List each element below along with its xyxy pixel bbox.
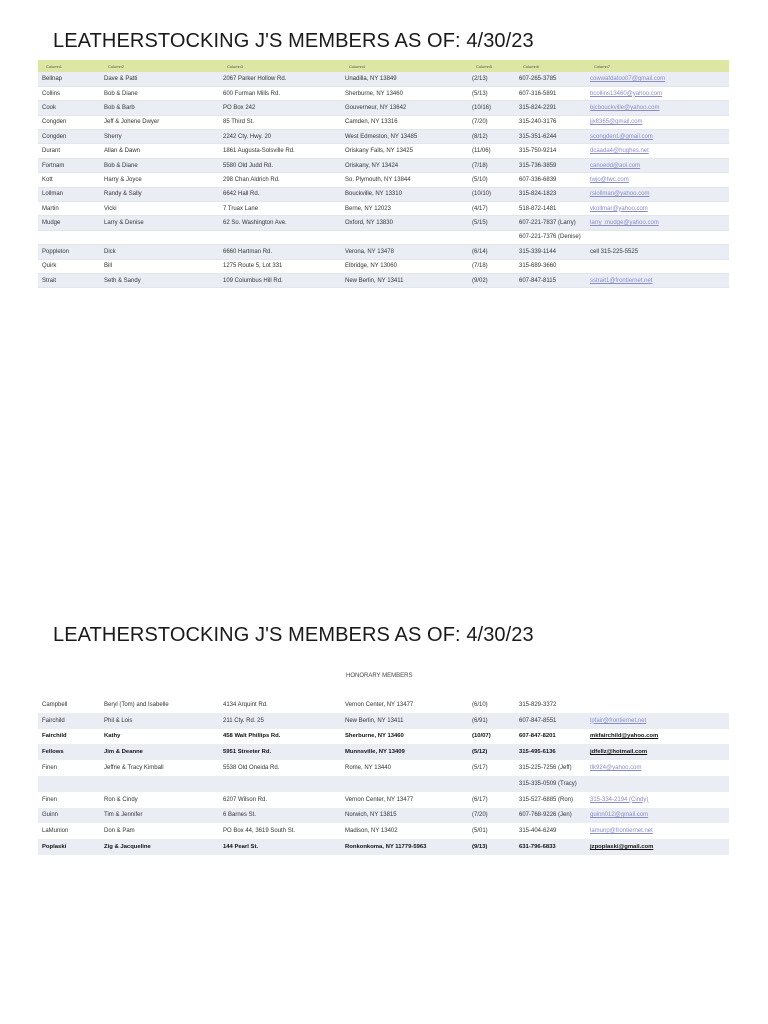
phone-cell: 315-495-6136 <box>519 749 556 756</box>
table-row <box>38 216 729 230</box>
phone-cell: 315-824-1823 <box>519 191 557 198</box>
city-cell: Gouverneur, NY 13642 <box>345 104 407 111</box>
last-name-cell: Durant <box>42 148 61 155</box>
last-name-cell <box>38 776 100 792</box>
table-row <box>38 173 729 187</box>
phone-cell: 607-768-9226 (Jen) <box>519 812 572 819</box>
date-cell: (4/17) <box>472 205 488 212</box>
date-cell: (6/91) <box>472 717 488 724</box>
date-cell: (5/10) <box>472 176 488 183</box>
table-row <box>38 230 729 244</box>
first-name-cell: Vicki <box>104 205 117 212</box>
first-name-cell: Harry & Joyce <box>104 176 142 183</box>
street-cell: 109 Columbus Hill Rd. <box>223 277 283 284</box>
table-row <box>38 144 729 158</box>
city-cell: West Edmeston, NY 13485 <box>345 133 418 140</box>
street-cell: 85 Third St. <box>223 119 254 126</box>
phone-cell: 315-689-3660 <box>519 263 557 270</box>
date-cell: (5/15) <box>472 220 488 227</box>
contact-cell[interactable]: sstrait1@frontiernet.net <box>590 277 653 284</box>
last-name-cell: Collins <box>42 90 61 97</box>
contact-cell <box>586 697 729 713</box>
phone-cell: 607-221-7837 (Larry) <box>519 220 576 227</box>
first-name-cell: Bill <box>104 263 113 270</box>
contact-cell[interactable]: twjo@twc.com <box>590 176 629 183</box>
date-cell: (6/14) <box>472 248 488 255</box>
table-row <box>38 130 729 144</box>
last-name-cell: LaMunion <box>42 828 69 835</box>
column-header[interactable]: Column1 <box>46 63 63 69</box>
phone-cell: 315-339-1144 <box>519 248 556 255</box>
table-row <box>38 839 729 855</box>
contact-cell[interactable]: rslollman@yahoo.com <box>590 191 650 198</box>
city-cell: Elbridge, NY 13060 <box>345 263 397 270</box>
last-name-cell: Congden <box>42 119 67 126</box>
first-name-cell: Tim & Jennifer <box>104 812 143 819</box>
date-cell: (9/13) <box>472 844 488 851</box>
first-name-cell: Dick <box>104 248 116 255</box>
street-cell: 5580 Old Judd Rd. <box>223 162 274 169</box>
contact-cell[interactable]: guinn012@gmail.com <box>590 812 649 819</box>
phone-cell: 315-829-3372 <box>519 701 557 708</box>
contact-cell <box>586 776 729 792</box>
phone-cell: 315-527-6885 (Ron) <box>519 796 574 803</box>
city-cell: Rome, NY 13440 <box>345 765 391 772</box>
city-cell: Madison, NY 13402 <box>345 828 398 835</box>
city-cell <box>341 776 468 792</box>
contact-cell[interactable]: 315-334-2194 (Cindy) <box>590 796 649 803</box>
honorary-members-heading: HONORARY MEMBERS <box>346 673 413 679</box>
table-row <box>38 245 729 259</box>
city-cell: New Berlin, NY 13411 <box>345 277 404 284</box>
city-cell: So. Plymouth, NY 13844 <box>345 176 411 183</box>
date-cell: (11/06) <box>472 148 491 155</box>
date-cell: (7/18) <box>472 263 488 270</box>
street-cell: 6 Barnes St. <box>223 812 257 819</box>
date-cell: (6/17) <box>472 796 488 803</box>
table-row <box>38 760 729 776</box>
street-cell: 2242 Cty. Hwy. 20 <box>223 133 272 140</box>
table-row <box>38 187 729 201</box>
last-name-cell: Finen <box>42 796 58 803</box>
column-header[interactable]: Column7 <box>594 63 611 69</box>
street-cell: 5538 Old Oneida Rd. <box>223 765 280 772</box>
first-name-cell: Bob & Diane <box>104 90 138 97</box>
last-name-cell: Congden <box>42 133 67 140</box>
date-cell: (7/18) <box>472 162 488 169</box>
phone-cell: 607-847-8201 <box>519 733 556 740</box>
street-cell: 6642 Hall Rd. <box>223 191 260 198</box>
date-cell: (6/10) <box>472 701 488 708</box>
street-cell: 211 Cty. Rd. 25 <box>223 717 264 724</box>
column-header[interactable]: Column3 <box>227 63 244 69</box>
phone-cell: 607-847-8115 <box>519 277 556 284</box>
table-row <box>38 776 729 792</box>
city-cell: Vernon Center, NY 13477 <box>345 701 414 708</box>
last-name-cell: Bellnap <box>42 75 63 82</box>
table-row <box>38 101 729 115</box>
street-cell: 144 Pearl St. <box>223 844 259 851</box>
last-name-cell: Martin <box>42 205 59 212</box>
street-cell: 6660 Hartman Rd. <box>223 248 273 255</box>
contact-cell[interactable]: dcaada4@hughes.net <box>590 148 649 155</box>
last-name-cell: Kott <box>42 176 53 183</box>
first-name-cell: Jeffrie & Tracy Kimball <box>104 765 164 772</box>
date-cell: (10/16) <box>472 104 492 111</box>
city-cell: New Berlin, NY 13411 <box>345 717 404 724</box>
first-name-cell: Phil & Lois <box>104 717 133 724</box>
contact-cell: cell 315-225-5525 <box>590 248 639 255</box>
street-cell: 298 Chan Aldrich Rd. <box>223 176 280 183</box>
city-cell: Camden, NY 13316 <box>345 119 398 126</box>
phone-cell: 315-736-3859 <box>519 162 557 169</box>
street-cell: 1861 Augusta-Solsville Rd. <box>223 148 295 155</box>
contact-cell[interactable]: larry_mudge@yahoo.com <box>590 220 659 227</box>
city-cell: Oxford, NY 13830 <box>345 220 393 227</box>
first-name-cell: Sherry <box>104 133 122 140</box>
street-cell: 1275 Route 5, Lot 331 <box>223 263 283 270</box>
city-cell: Norwich, NY 13815 <box>345 812 397 819</box>
contact-cell <box>586 230 729 244</box>
last-name-cell: Fortnam <box>42 162 65 169</box>
first-name-cell: Randy & Sally <box>104 191 142 198</box>
city-cell: Sherburne, NY 13460 <box>345 733 404 740</box>
date-cell: (8/12) <box>472 133 488 140</box>
date-cell: (9/02) <box>472 277 488 284</box>
street-cell: 458 Walt Phillips Rd. <box>223 733 281 740</box>
last-name-cell: Lollman <box>42 191 64 198</box>
first-name-cell: Dave & Patti <box>104 75 138 82</box>
table-row <box>38 823 729 839</box>
street-cell: 62 So. Washington Ave. <box>223 220 287 227</box>
city-cell: Verona, NY 13478 <box>345 248 394 255</box>
table-row <box>38 697 729 713</box>
contact-cell[interactable]: scongden1@gmail.com <box>590 133 653 140</box>
column-header[interactable]: Column5 <box>476 63 493 69</box>
phone-cell: 607-265-3785 <box>519 75 557 82</box>
contact-cell[interactable]: canoedd@aol.com <box>590 162 641 169</box>
first-name-cell: Seth & Sandy <box>104 277 141 284</box>
last-name-cell: Fairchild <box>42 733 67 740</box>
table-row <box>38 792 729 808</box>
city-cell: Sherburne, NY 13460 <box>345 90 403 97</box>
last-name-cell <box>38 230 100 244</box>
contact-cell[interactable]: jjx8365@gmail.com <box>590 119 643 126</box>
contact-cell[interactable]: mkfairchild@yahoo.com <box>590 733 659 740</box>
table-row <box>38 713 729 729</box>
phone-cell: 607-316-5891 <box>519 90 557 97</box>
date-cell <box>468 230 515 244</box>
column-header[interactable]: Column6 <box>523 63 540 69</box>
city-cell <box>341 230 468 244</box>
table-row <box>38 158 729 172</box>
phone-cell: 631-796-6833 <box>519 844 556 851</box>
phone-cell: 518-872-1481 <box>519 205 557 212</box>
section-title: LEATHERSTOCKING J'S MEMBERS AS OF: 4/30/23 <box>53 624 534 646</box>
date-cell: (7/20) <box>472 119 488 126</box>
page-title: LEATHERSTOCKING J'S MEMBERS AS OF: 4/30/23 <box>53 30 534 52</box>
table-row <box>38 259 729 273</box>
contact-cell[interactable]: jzpoplaski@gmail.com <box>590 844 654 851</box>
street-cell: 2067 Parker Hollow Rd. <box>223 75 287 82</box>
table-row <box>38 86 729 100</box>
last-name-cell: Quirk <box>42 263 57 270</box>
first-name-cell: Ron & Cindy <box>104 796 138 803</box>
contact-cell <box>586 259 729 273</box>
contact-cell[interactable]: cowwafdatoo07@gmail.com <box>590 75 666 82</box>
first-name-cell <box>100 230 219 244</box>
last-name-cell: Cook <box>42 104 57 111</box>
table-row <box>38 729 729 745</box>
phone-cell: 315-750-9214 <box>519 148 557 155</box>
last-name-cell: Finen <box>42 765 58 772</box>
date-cell: (5/01) <box>472 828 488 835</box>
contact-cell[interactable]: bcollins13460@yahoo.com <box>590 90 663 97</box>
first-name-cell: Beryl (Tom) and Isabelle <box>104 701 169 708</box>
contact-cell[interactable]: tlk924@yahoo.com <box>590 765 642 772</box>
city-cell: Munnsville, NY 13409 <box>345 749 405 756</box>
last-name-cell: Campbell <box>42 701 68 708</box>
table-row <box>38 72 729 86</box>
phone-cell: 315-225-7256 (Jeff) <box>519 765 572 772</box>
contact-cell[interactable]: vkollmar@yahoo.com <box>590 205 648 212</box>
street-cell <box>219 776 341 792</box>
last-name-cell: Guinn <box>42 812 59 819</box>
city-cell: Unadilla, NY 13849 <box>345 75 397 82</box>
phone-cell: 315-351-6244 <box>519 133 557 140</box>
contact-cell[interactable]: jdfellz@hotmail.com <box>590 749 648 756</box>
street-cell <box>219 230 341 244</box>
street-cell: 6207 Wilson Rd. <box>223 796 268 803</box>
phone-cell: 315-240-3176 <box>519 119 557 126</box>
first-name-cell: Don & Pam <box>104 828 135 835</box>
first-name-cell: Bob & Barb <box>104 104 135 111</box>
last-name-cell: Poppleton <box>42 248 70 255</box>
first-name-cell: Jeff & Johene Dwyer <box>104 119 160 126</box>
street-cell: 5951 Streeter Rd. <box>223 749 272 756</box>
date-cell: (10/07) <box>472 733 491 740</box>
first-name-cell: Kathy <box>104 733 121 740</box>
phone-cell: 607-221-7376 (Denise) <box>519 234 581 241</box>
city-cell: Bouckville, NY 13310 <box>345 191 402 198</box>
contact-cell[interactable]: lamunp@frontiernet.net <box>590 828 653 835</box>
last-name-cell: Poplaski <box>42 844 67 851</box>
table-row <box>38 115 729 129</box>
table-row <box>38 273 729 287</box>
street-cell: 4134 Arquint Rd. <box>223 701 268 708</box>
first-name-cell <box>100 776 219 792</box>
street-cell: 7 Truax Lane <box>223 205 259 212</box>
city-cell: Oriskany Falls, NY 13425 <box>345 148 413 155</box>
city-cell: Oriskany, NY 13424 <box>345 162 399 169</box>
column-header[interactable]: Column2 <box>108 63 125 69</box>
first-name-cell: Allan & Dawn <box>104 148 141 155</box>
table-row <box>38 808 729 824</box>
date-cell: (5/17) <box>472 765 488 772</box>
table-header-row <box>38 60 729 72</box>
first-name-cell: Bob & Diane <box>104 162 138 169</box>
street-cell: PO Box 44, 3619 South St. <box>223 828 296 835</box>
members-table <box>38 60 729 288</box>
street-cell: 600 Furman Mills Rd. <box>223 90 281 97</box>
city-cell: Ronkonkoma, NY 11779-5963 <box>345 844 427 851</box>
column-header[interactable]: Column4 <box>349 63 366 69</box>
city-cell: Vernon Center, NY 13477 <box>345 796 414 803</box>
date-cell: (5/13) <box>472 90 488 97</box>
first-name-cell: Zig & Jacqueline <box>104 844 151 851</box>
street-cell: PO Box 242 <box>223 104 256 111</box>
date-cell: (5/12) <box>472 749 488 756</box>
first-name-cell: Jim & Deanne <box>104 749 143 756</box>
phone-cell: 315-824-2291 <box>519 104 557 111</box>
honorary-members-table <box>38 697 729 855</box>
contact-cell[interactable]: lpfair@frontiernet.net <box>590 717 647 724</box>
phone-cell: 607-847-8551 <box>519 717 557 724</box>
phone-cell: 607-336-6839 <box>519 176 557 183</box>
city-cell: Berne, NY 12023 <box>345 205 391 212</box>
last-name-cell: Fairchild <box>42 717 65 724</box>
table-row <box>38 202 729 216</box>
date-cell: (7/20) <box>472 812 488 819</box>
table-row <box>38 744 729 760</box>
phone-cell: 315-335-0509 (Tracy) <box>519 780 577 787</box>
contact-cell[interactable]: bjcbouckville@yahoo.com <box>590 104 660 111</box>
last-name-cell: Fellows <box>42 749 64 756</box>
last-name-cell: Strait <box>42 277 57 284</box>
first-name-cell: Larry & Denise <box>104 220 144 227</box>
date-cell: (10/10) <box>472 191 492 198</box>
phone-cell: 315-404-6249 <box>519 828 557 835</box>
date-cell: (2/13) <box>472 75 488 82</box>
last-name-cell: Mudge <box>42 220 61 227</box>
date-cell <box>468 776 515 792</box>
